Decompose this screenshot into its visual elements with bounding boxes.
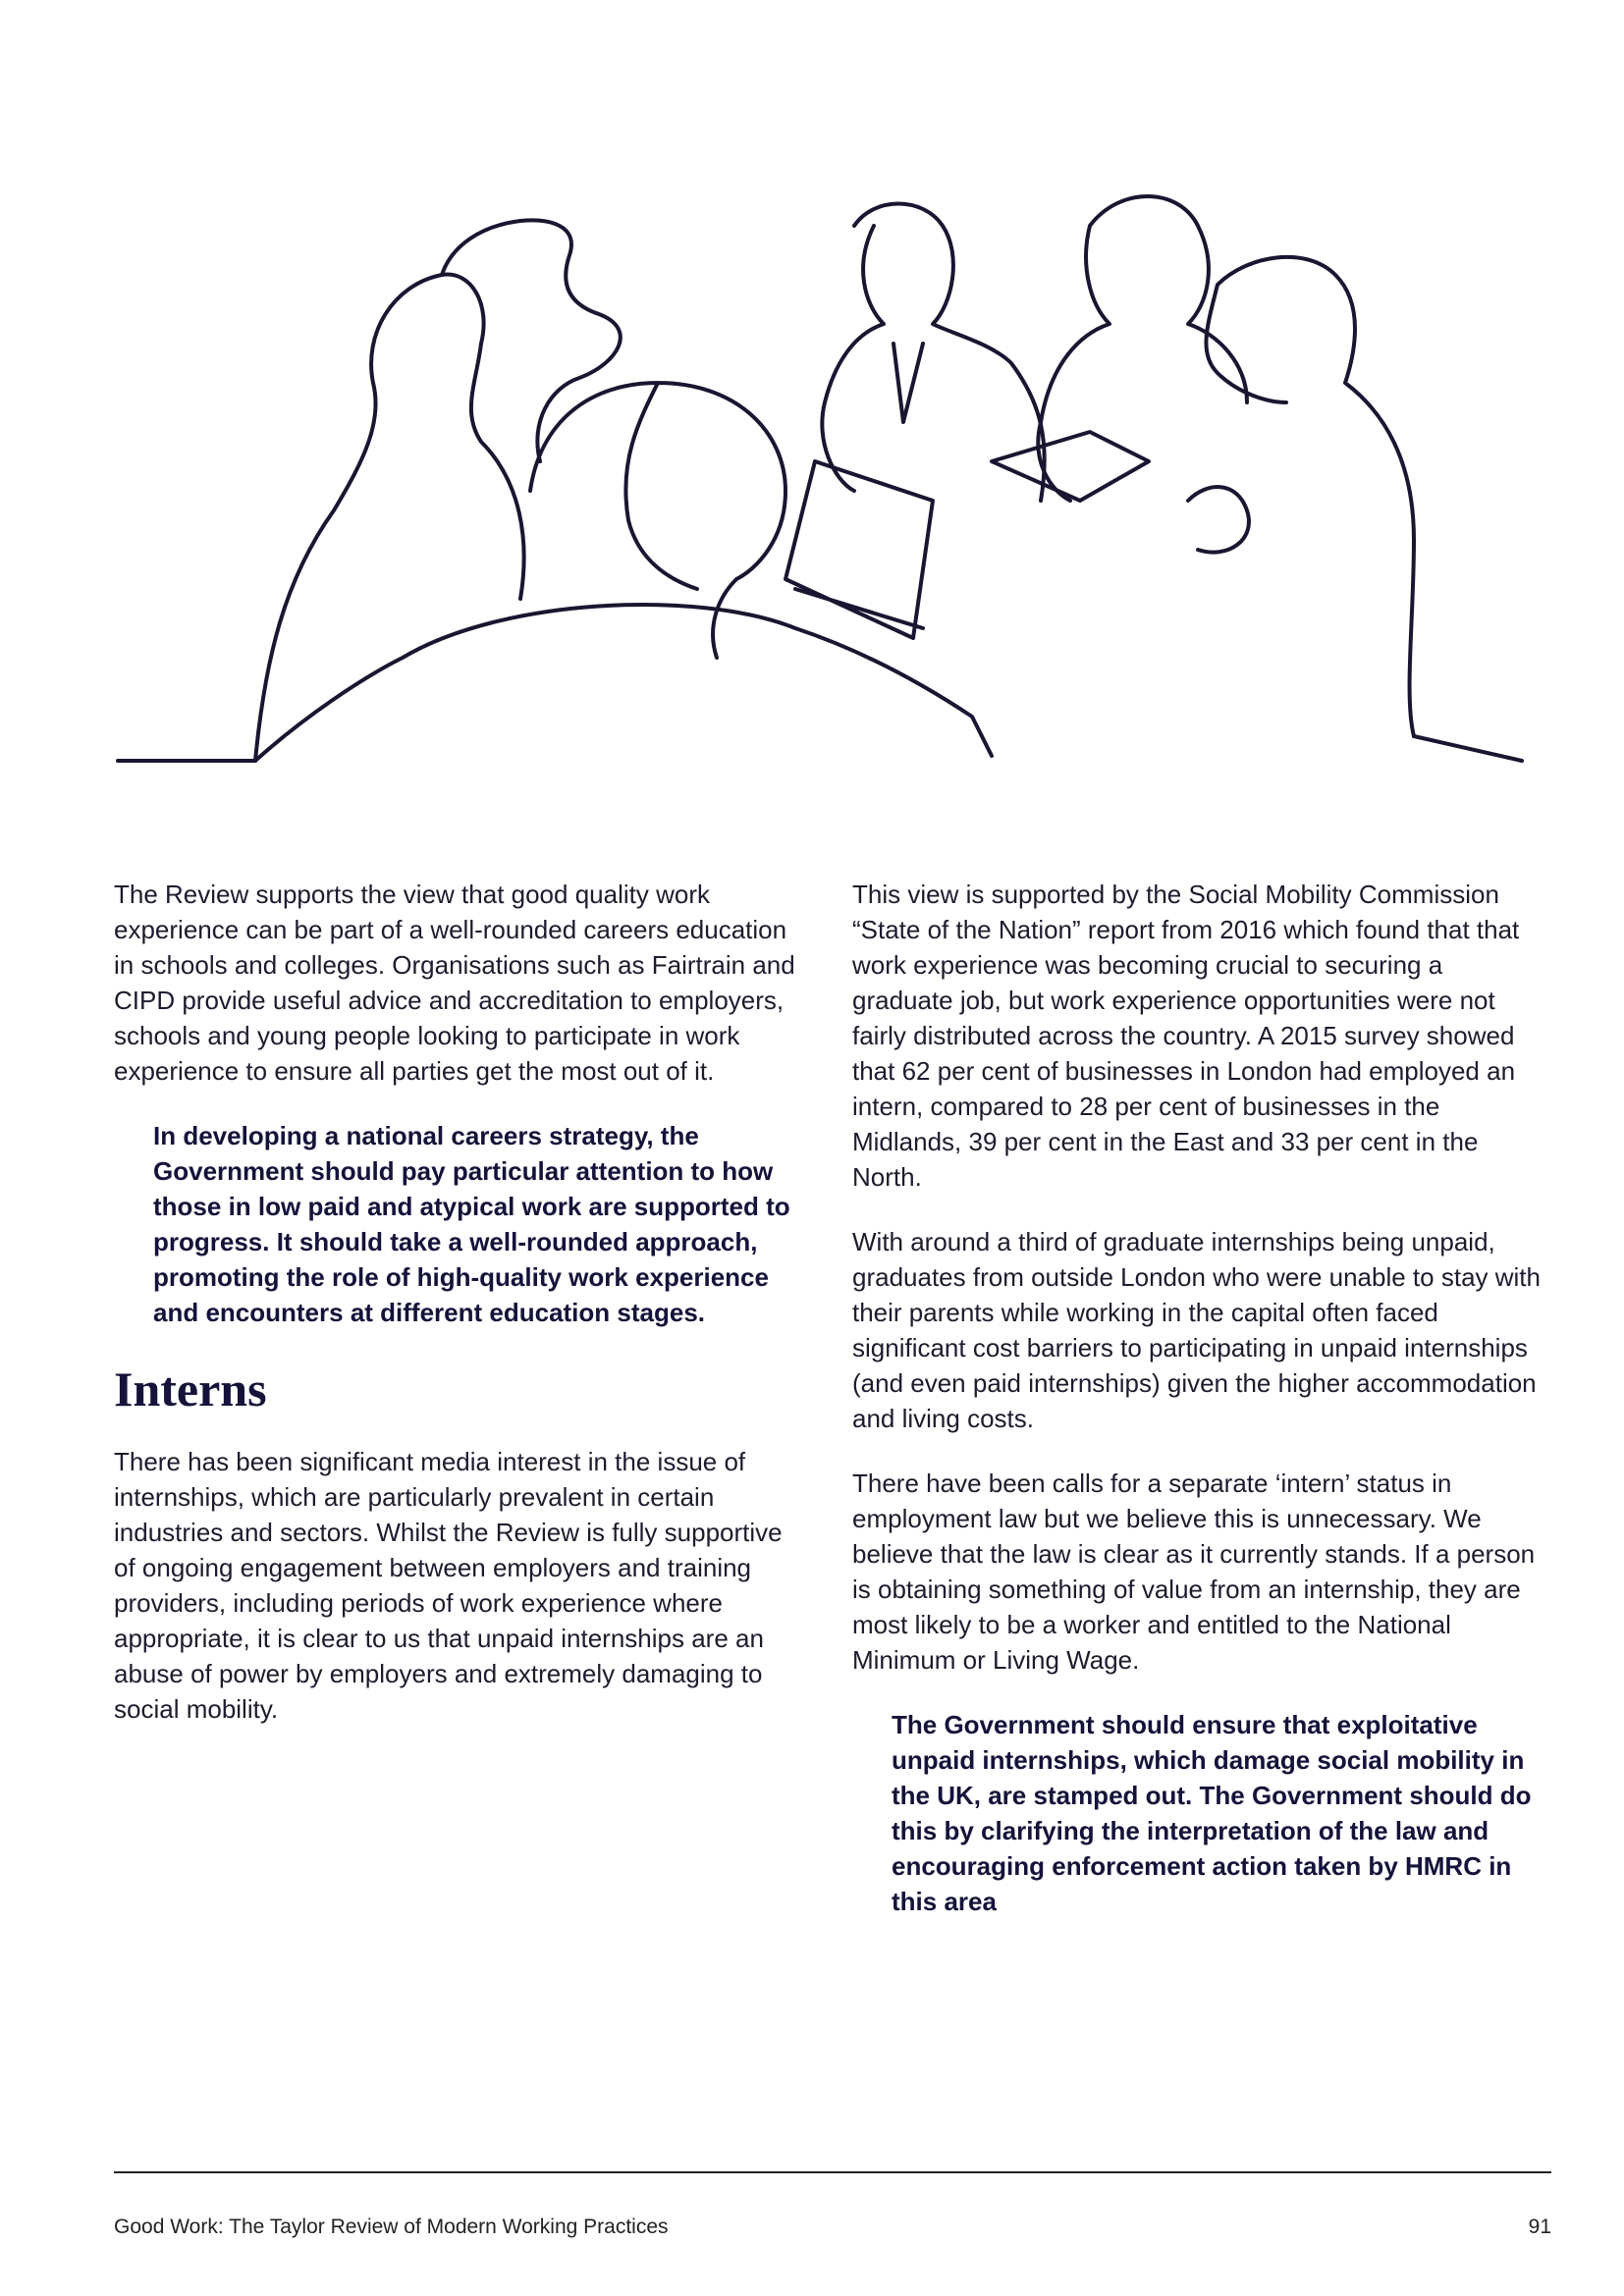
recommendation-careers-strategy: In developing a national careers strategy, the Government should pay particular attention to how those in low paid and atypical work are supported to progress. It should take a well-rounded approach, promoting the role of high-quality work experience and encounters at different education stages. (153, 1121, 790, 1327)
meeting-line-art-illustration (108, 167, 1532, 775)
footer-page-number: 91 (1528, 2216, 1551, 2238)
person-1-outline (255, 275, 524, 761)
left-column (114, 877, 801, 1756)
person-2-outline (442, 220, 621, 461)
section-heading-interns: Interns (114, 1362, 267, 1416)
left-paragraph-1: The Review supports the view that good quality work experience can be part of a well-rounded careers education in schools and colleges. Organisations such as Fairtrain and CIPD provide useful advice and accreditation to employers, schools and young people looking to participate in work experience to ensure all parties get the most out of it. (114, 880, 795, 1086)
recommendation-unpaid-internships: The Government should ensure that exploitative unpaid internships, which damage social mobility in the UK, are stamped out. The Government should do this by clarifying the interpretation of the law and encouraging enforcement action taken by HMRC in this area (892, 1710, 1532, 1916)
footer-publication-title: Good Work: The Taylor Review of Modern Working Practices (114, 2216, 669, 2238)
right-paragraph-3: There have been calls for a separate ‘intern’ status in employment law but we believe this is unnecessary. We believe that the law is clear as it currently stands. If a person is obtaining something of value from an internship, they are most likely to be a worker and entitled to the National Minimum or Living Wage. (852, 1468, 1536, 1675)
right-paragraph-1: This view is supported by the Social Mobility Commission “State of the Nation” report from 2016 which found that that work experience was becoming crucial to securing a graduate job, but work experience opportunities were not fairly distributed across the country. A 2015 survey showed that 62 per cent of businesses in London had employed an intern, compared to 28 per cent of businesses in the Midlands, 39 per cent in the East and 33 per cent in the North. (852, 880, 1520, 1192)
left-paragraph-2: There has been significant media interest in the issue of internships, which are particularly prevalent in certain industries and sectors. Whilst the Review is fully supportive of ongoing engagement between employers and training providers, including periods of work experience where appropriate, it is clear to us that unpaid internships are an abuse of power by employers and extremely damaging to social mobility. (114, 1447, 783, 1724)
tablet-outline (992, 432, 1149, 501)
right-column (852, 877, 1549, 1949)
footer-divider (114, 2171, 1551, 2173)
person-3-outline (530, 383, 785, 658)
right-paragraph-2: With around a third of graduate internships being unpaid, graduates from outside London who were unable to stay with their parents while working in the capital often faced significant cost barriers to participating in unpaid internships (and even paid internships) given the higher accommodation and living costs. (852, 1227, 1541, 1433)
person-5-outline (1038, 196, 1247, 501)
laptop-outline (785, 461, 933, 638)
illustration-baseline (118, 605, 1522, 761)
person-6-outline (1188, 257, 1414, 736)
